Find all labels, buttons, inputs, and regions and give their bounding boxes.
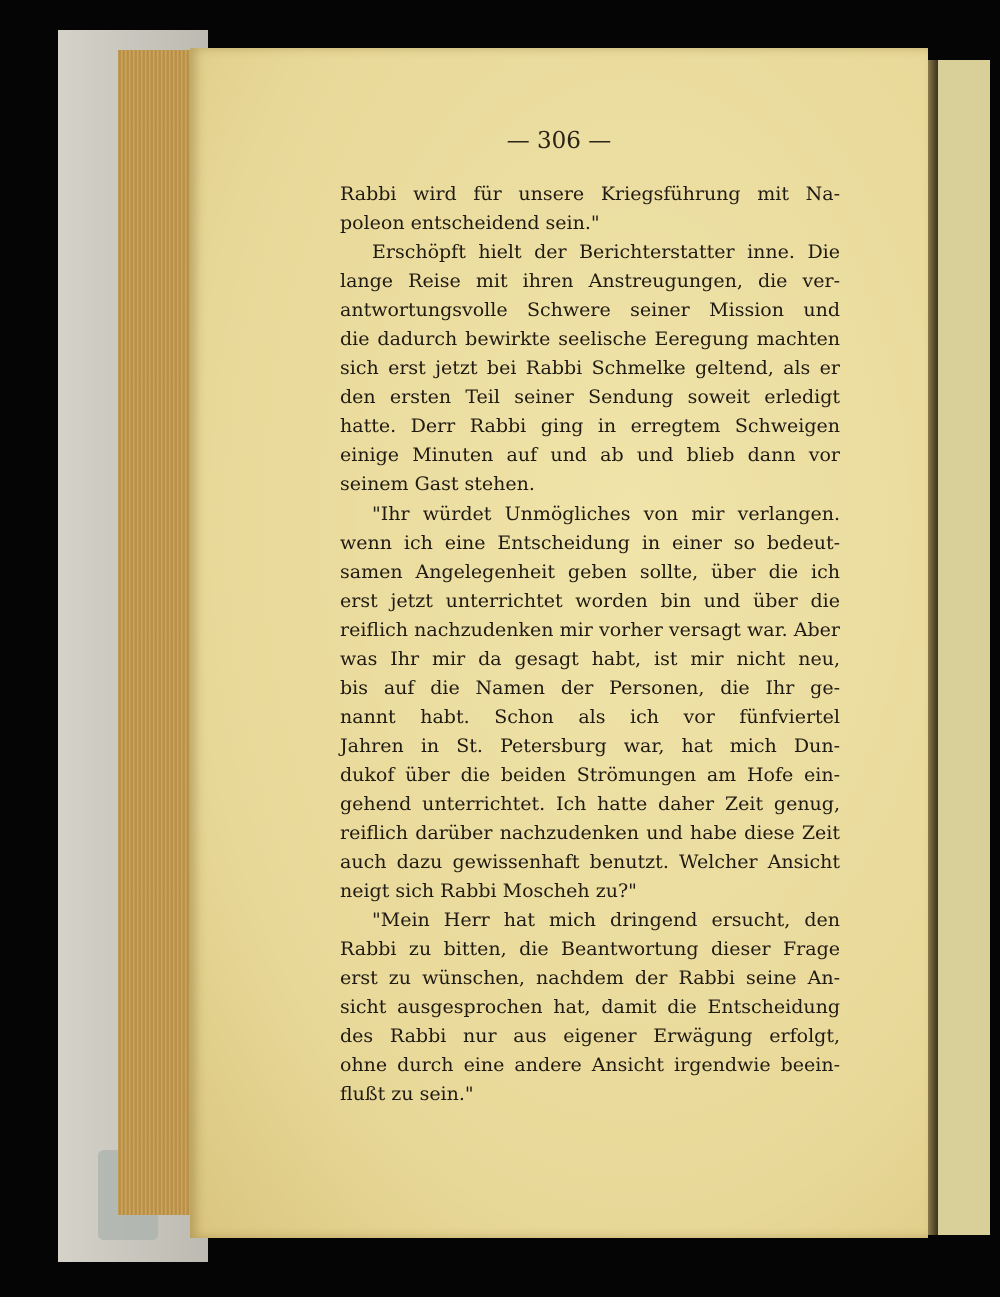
text-line: erst zu wünschen, nachdem der Rabbi seine An- bbox=[340, 967, 840, 990]
text-line: Rabbi wird für unsere Kriegsführung mit Na- bbox=[340, 183, 840, 205]
page-number: — 306 — bbox=[506, 128, 612, 154]
text-line: seinem Gast stehen. bbox=[340, 473, 535, 496]
text-line: die dadurch bewirkte seelische Eeregung machten bbox=[340, 328, 840, 351]
text-line: gehend unterrichtet. Ich hatte daher Zeit genug, bbox=[340, 792, 840, 815]
text-line: wenn ich eine Entscheidung in einer so bedeut- bbox=[340, 531, 840, 554]
text-line: flußt zu sein." bbox=[340, 1083, 474, 1106]
text-line: antwortungsvolle Schwere seiner Mission und bbox=[340, 299, 840, 322]
text-line: "Ihr würdet Unmögliches von mir verlangen. bbox=[372, 502, 840, 525]
text-line: einige Minuten auf und ab und blieb dann vor bbox=[340, 444, 840, 467]
text-line: sicht ausgesprochen hat, damit die Entscheidung bbox=[340, 996, 840, 1019]
text-line: bis auf die Namen der Personen, die Ihr ge- bbox=[340, 676, 840, 699]
text-line: Rabbi zu bitten, die Beantwortung dieser Frage bbox=[340, 938, 840, 961]
book-page bbox=[190, 48, 928, 1238]
book-gutter bbox=[928, 60, 938, 1235]
text-line: was Ihr mir da gesagt habt, ist mir nicht neu, bbox=[340, 647, 840, 670]
facing-page-edge bbox=[938, 60, 990, 1235]
text-line: reiflich nachzudenken mir vorher versagt war. Aber bbox=[340, 618, 840, 641]
page-body-text bbox=[340, 180, 840, 1110]
text-line: nannt habt. Schon als ich vor fünfviertel bbox=[340, 705, 840, 728]
text-line: lange Reise mit ihren Anstreugungen, die ver- bbox=[340, 270, 840, 293]
text-line: des Rabbi nur aus eigener Erwägung erfolgt, bbox=[340, 1025, 840, 1048]
text-line: poleon entscheidend sein." bbox=[340, 212, 600, 235]
text-line: hatte. Derr Rabbi ging in erregtem Schweigen bbox=[340, 415, 840, 438]
text-line: neigt sich Rabbi Moscheh zu?" bbox=[340, 880, 637, 903]
text-line: Jahren in St. Petersburg war, hat mich Dun- bbox=[340, 734, 840, 757]
text-line: Erschöpft hielt der Berichterstatter inne. Die bbox=[372, 241, 840, 264]
text-line: erst jetzt unterrichtet worden bin und über die bbox=[340, 589, 840, 612]
text-line: auch dazu gewissenhaft benutzt. Welcher Ansicht bbox=[340, 851, 840, 874]
text-line: sich erst jetzt bei Rabbi Schmelke geltend, als er bbox=[340, 357, 840, 380]
text-line: dukof über die beiden Strömungen am Hofe ein- bbox=[340, 763, 840, 786]
text-line: "Mein Herr hat mich dringend ersucht, den bbox=[372, 909, 840, 932]
text-line: den ersten Teil seiner Sendung soweit erledigt bbox=[340, 386, 840, 409]
text-line: samen Angelegenheit geben sollte, über die ich bbox=[340, 560, 840, 583]
text-line: reiflich darüber nachzudenken und habe diese Zeit bbox=[340, 822, 840, 845]
text-line: ohne durch eine andere Ansicht irgendwie beein- bbox=[340, 1054, 840, 1077]
